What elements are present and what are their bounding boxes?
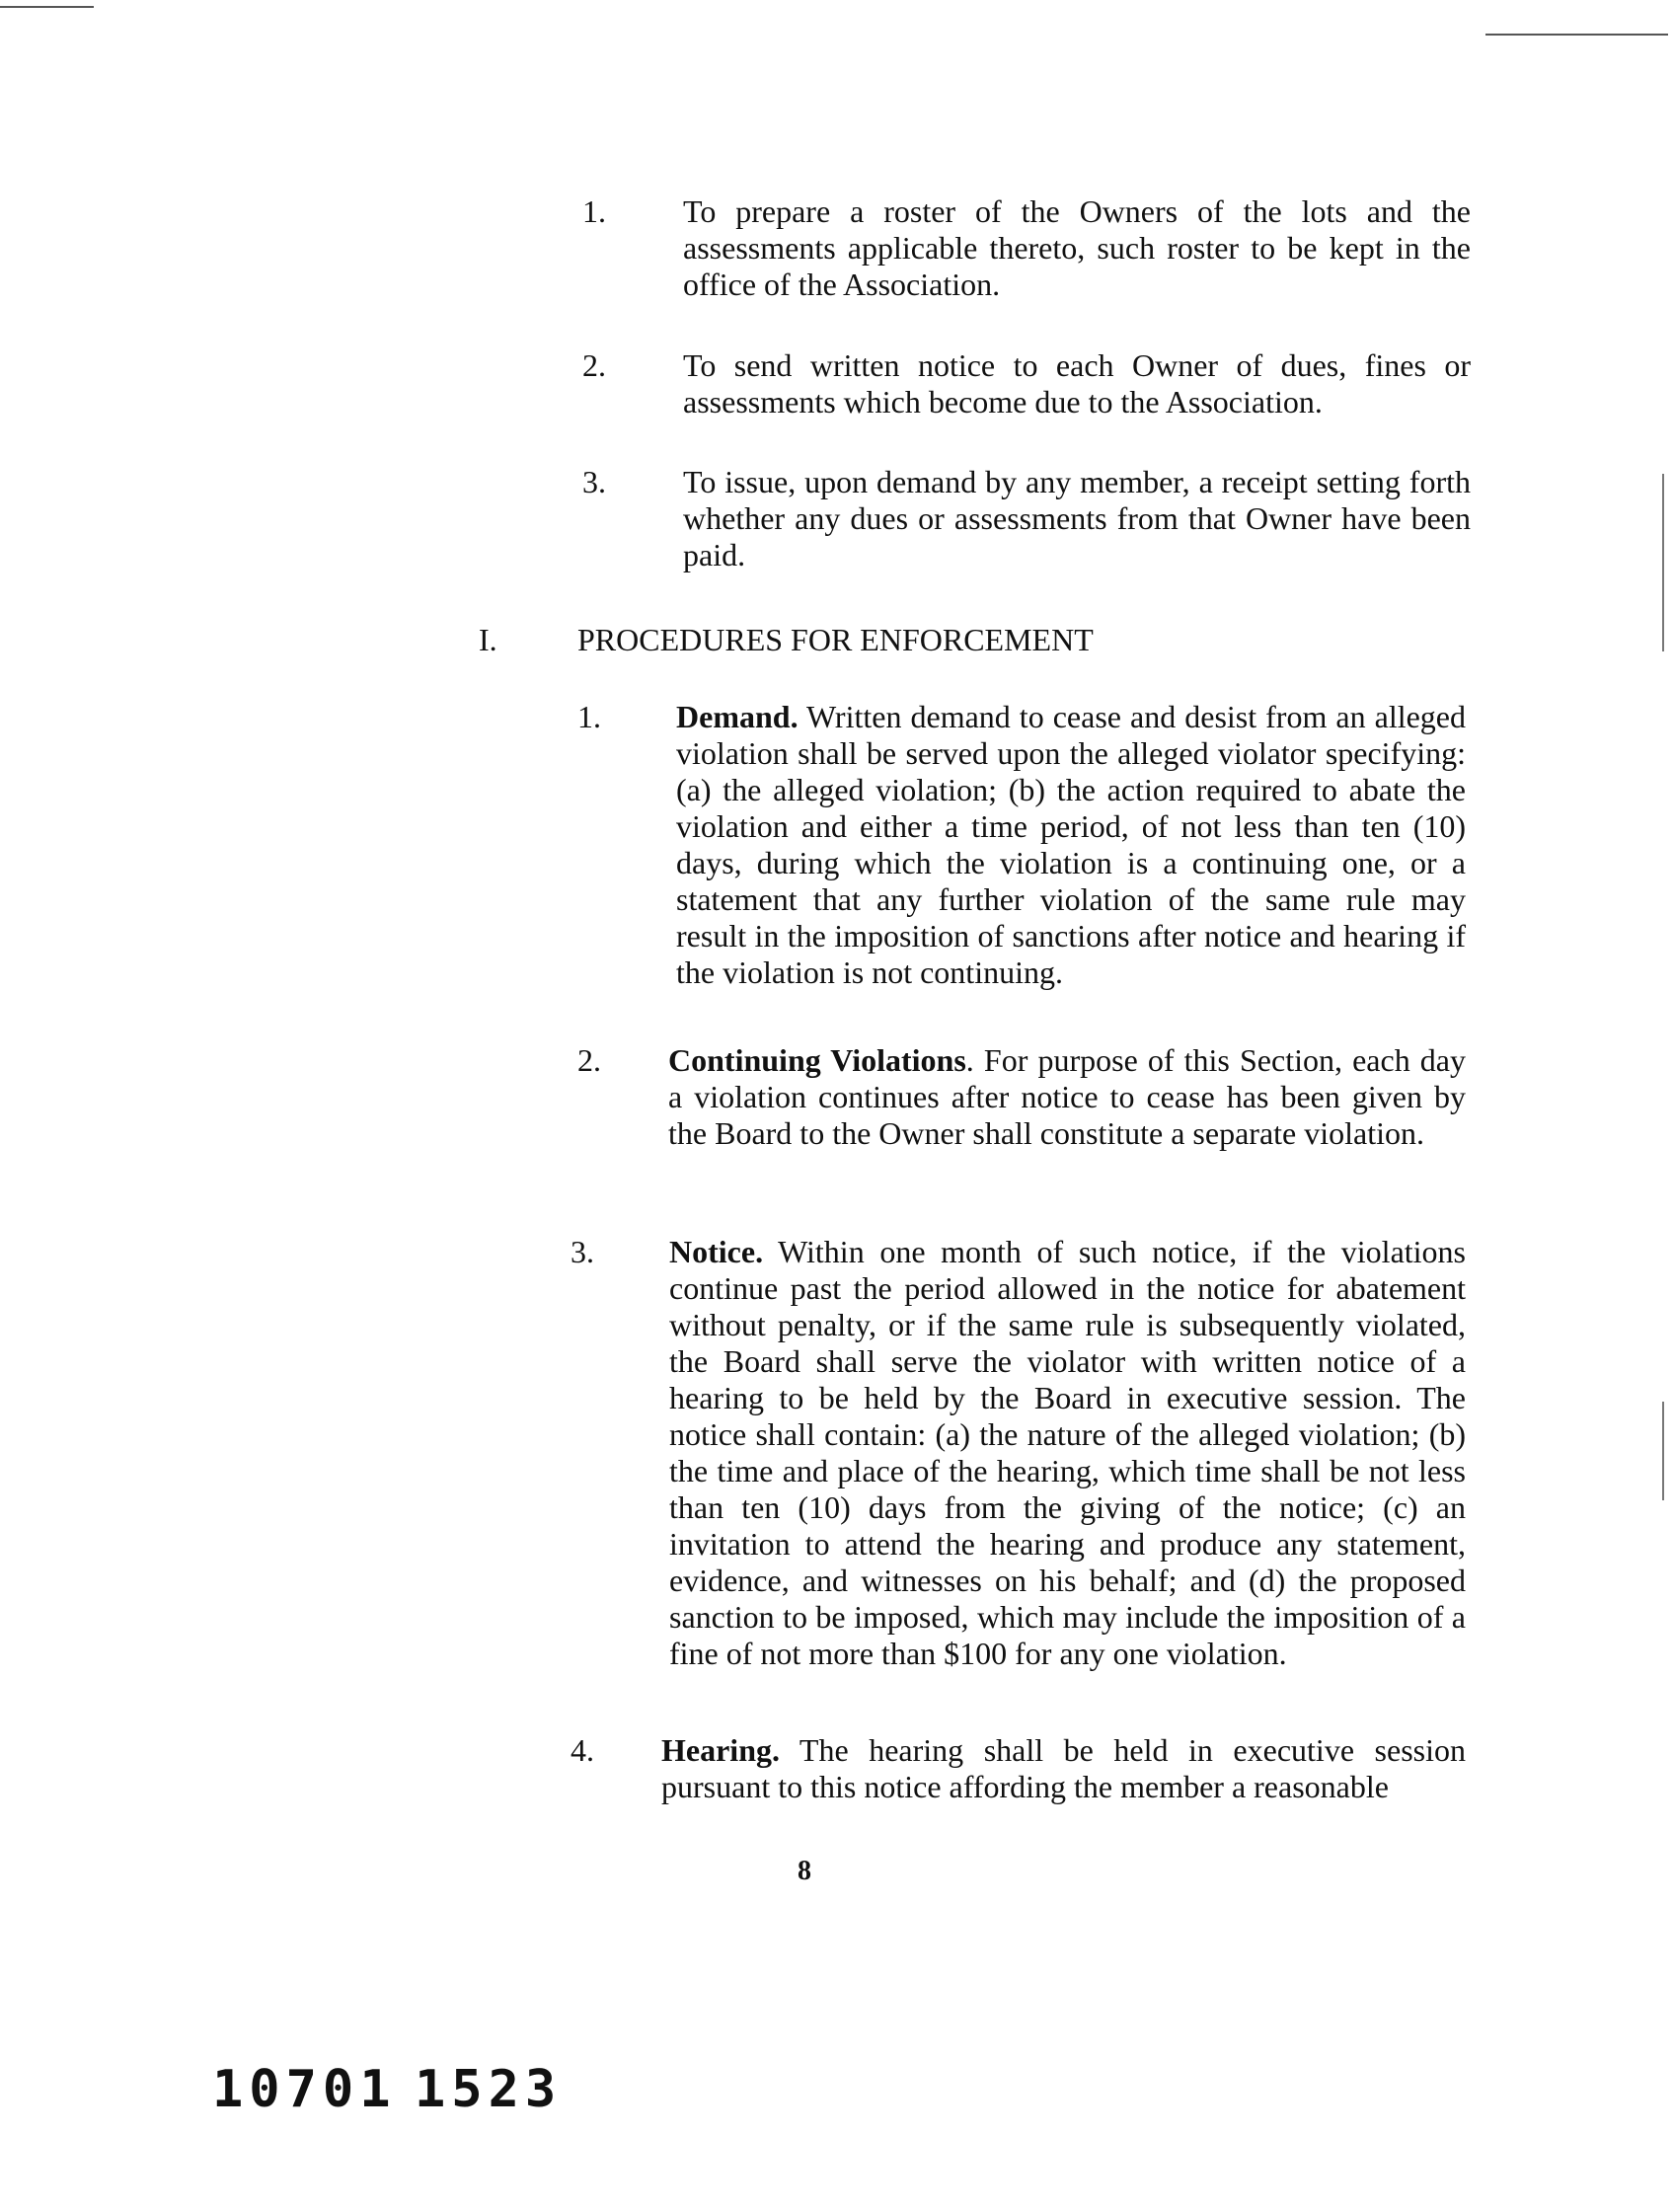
scan-edge-mark [1662,474,1664,651]
list-item-heading: Hearing. [661,1732,780,1768]
scan-edge-line-top-right [1485,34,1668,36]
list-item-heading: Notice. [669,1234,764,1269]
list-item-text: To issue, upon demand by any member, a receipt setting forth whether any dues or assessments from that Owner have been paid. [683,464,1471,572]
section-number: I. [479,622,497,657]
list-item-heading: Continuing Violations [668,1042,966,1078]
list-item-number: 2. [582,347,606,383]
list-item-heading: Demand. [676,699,799,734]
list-item-text [676,699,1466,991]
list-item-number: 4. [571,1732,594,1768]
recording-page-number: 1523 [415,2060,563,2119]
list-item-body: Within one month of such notice, if the violations continue past the period allowed in the notice for abatement without penalty, or if the same rule is subsequently violated, the Board shall serve the violator with written notice of a hearing to be held by the Board in executive session. The notice shall contain: (a) the nature of the alleged violation; (b) the time and place of the hearing, which time shall be not less than ten (10) days from the giving of the notice; (c) an invitation to attend the hearing and produce any statement, evidence, and witnesses on his behalf; and (d) the proposed sanction to be imposed, which may include the imposition of a fine of not more than $100 for any one violation. [669,1234,1466,1671]
scan-edge-line-top-left [0,6,94,8]
list-item-body: . For purpose of this Section, each day a violation continues after notice to cease has been given by the Board to the Owner shall constitute a separate violation. [668,1042,1467,1151]
list-item-text [661,1732,1466,1805]
list-item-number: 3. [582,464,606,499]
list-item-number: 1. [582,193,606,229]
list-item-body: The hearing shall be held in executive session pursuant to this notice affording the member a reasonable [661,1732,1466,1804]
list-item-number: 3. [571,1234,594,1269]
page-number: 8 [798,1856,811,1886]
list-item-text [669,1234,1466,1672]
list-item-text [668,1042,1466,1152]
list-item-text: To send written notice to each Owner of dues, fines or assessments which become due to the Association. [683,347,1471,420]
list-item-number: 2. [577,1042,601,1078]
section-title: PROCEDURES FOR ENFORCEMENT [577,622,1094,657]
list-item-text: To prepare a roster of the Owners of the lots and the assessments applicable thereto, such roster to be kept in the office of the Association. [683,193,1471,302]
recording-book-number: 10701 [212,2060,397,2119]
scan-edge-mark [1662,1402,1664,1500]
list-item-number: 1. [577,699,601,734]
list-item-body: Written demand to cease and desist from an alleged violation shall be served upon the alleged violator specifying: (a) the alleged violation; (b) the action required to abate the violation and either a time period, of not less than ten (10) days, during which the violation is a continuing one, or a statement that any further violation of the same rule may result in the imposition of sanctions after notice and hearing if the violation is not continuing. [676,699,1466,990]
